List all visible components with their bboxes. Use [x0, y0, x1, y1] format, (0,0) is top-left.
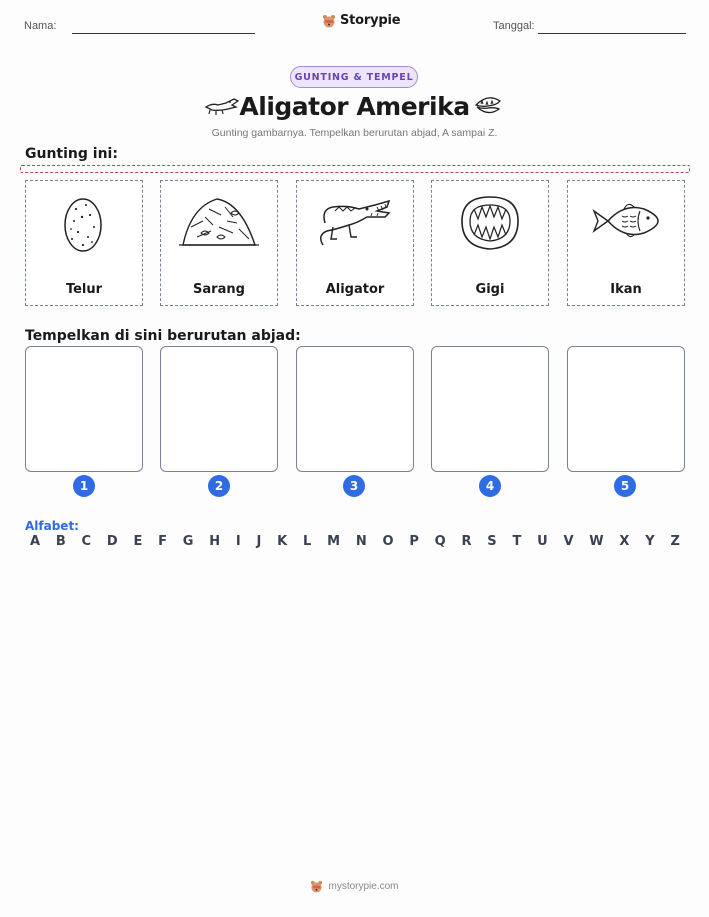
alphabet-letter: Z [670, 534, 680, 549]
alphabet-letter: H [209, 534, 221, 549]
alphabet-letter: B [55, 534, 66, 549]
alphabet-letter: E [133, 534, 143, 549]
footer-url: mystorypie.com [328, 881, 399, 892]
paste-box-5[interactable] [567, 346, 685, 472]
alphabet-letter: M [327, 534, 341, 549]
egg-icon [26, 187, 141, 257]
paste-box-3[interactable] [296, 346, 414, 472]
page-title: Aligator Amerika [239, 92, 470, 121]
paste-box-1[interactable] [25, 346, 143, 472]
paste-box-4[interactable] [431, 346, 549, 472]
cut-card-ikan[interactable] [567, 180, 685, 306]
name-field-line[interactable] [72, 33, 255, 34]
alphabet-letter: R [461, 534, 472, 549]
card-label: Sarang [193, 282, 245, 297]
brand-name: Storypie [340, 13, 401, 28]
alphabet-letter: G [182, 534, 194, 549]
alphabet-letter: D [106, 534, 118, 549]
alphabet-letter: U [537, 534, 548, 549]
alphabet-letter: Q [434, 534, 446, 549]
alphabet-letter: S [487, 534, 497, 549]
nest-icon [161, 187, 276, 257]
jaws-doodle-icon [473, 93, 503, 119]
alphabet-letter: L [303, 534, 312, 549]
fish-icon [568, 187, 683, 257]
alphabet-letter: J [256, 534, 262, 549]
footer [0, 880, 709, 893]
cut-card-telur[interactable] [25, 180, 143, 306]
alphabet-letter: F [158, 534, 168, 549]
alphabet-letter: V [563, 534, 574, 549]
alphabet-letter: A [30, 534, 41, 549]
alphabet-label: Alfabet: [25, 519, 79, 533]
cut-card-gigi[interactable] [431, 180, 549, 306]
brand-logo [322, 13, 400, 28]
alligator-icon [297, 187, 412, 257]
paste-section-label: Tempelkan di sini berurutan abjad: [25, 328, 301, 344]
alphabet-letter: Y [645, 534, 655, 549]
instructions: Gunting gambarnya. Tempelkan berurutan abjad, A sampai Z. [211, 127, 498, 139]
cut-line [20, 165, 690, 173]
alphabet-letter: I [235, 534, 241, 549]
alphabet-letter: O [382, 534, 394, 549]
alphabet-letter: X [619, 534, 630, 549]
cut-card-sarang[interactable] [160, 180, 278, 306]
alphabet-row [30, 534, 680, 549]
alphabet-letter: P [409, 534, 419, 549]
number-badge-1: 1 [73, 475, 95, 497]
card-label: Gigi [475, 282, 505, 297]
number-badge-4: 4 [479, 475, 501, 497]
paste-box-2[interactable] [160, 346, 278, 472]
activity-badge: GUNTING & TEMPEL [290, 66, 418, 88]
number-badge-3: 3 [343, 475, 365, 497]
cut-section-label: Gunting ini: [25, 146, 118, 162]
alphabet-letter: C [81, 534, 92, 549]
date-label: Tanggal: [493, 20, 535, 32]
card-label: Aligator [325, 282, 385, 297]
alphabet-letter: K [277, 534, 288, 549]
number-badge-5: 5 [614, 475, 636, 497]
alphabet-letter: W [589, 534, 604, 549]
date-field-line[interactable] [538, 33, 686, 34]
name-label: Nama: [24, 20, 57, 32]
number-badge-2: 2 [208, 475, 230, 497]
alphabet-letter: T [512, 534, 522, 549]
alphabet-letter: N [355, 534, 367, 549]
teeth-icon [432, 187, 547, 257]
bear-icon [310, 880, 323, 893]
cut-card-aligator[interactable] [296, 180, 414, 306]
card-label: Telur [65, 282, 103, 297]
bear-icon [322, 14, 336, 28]
card-label: Ikan [610, 282, 642, 297]
